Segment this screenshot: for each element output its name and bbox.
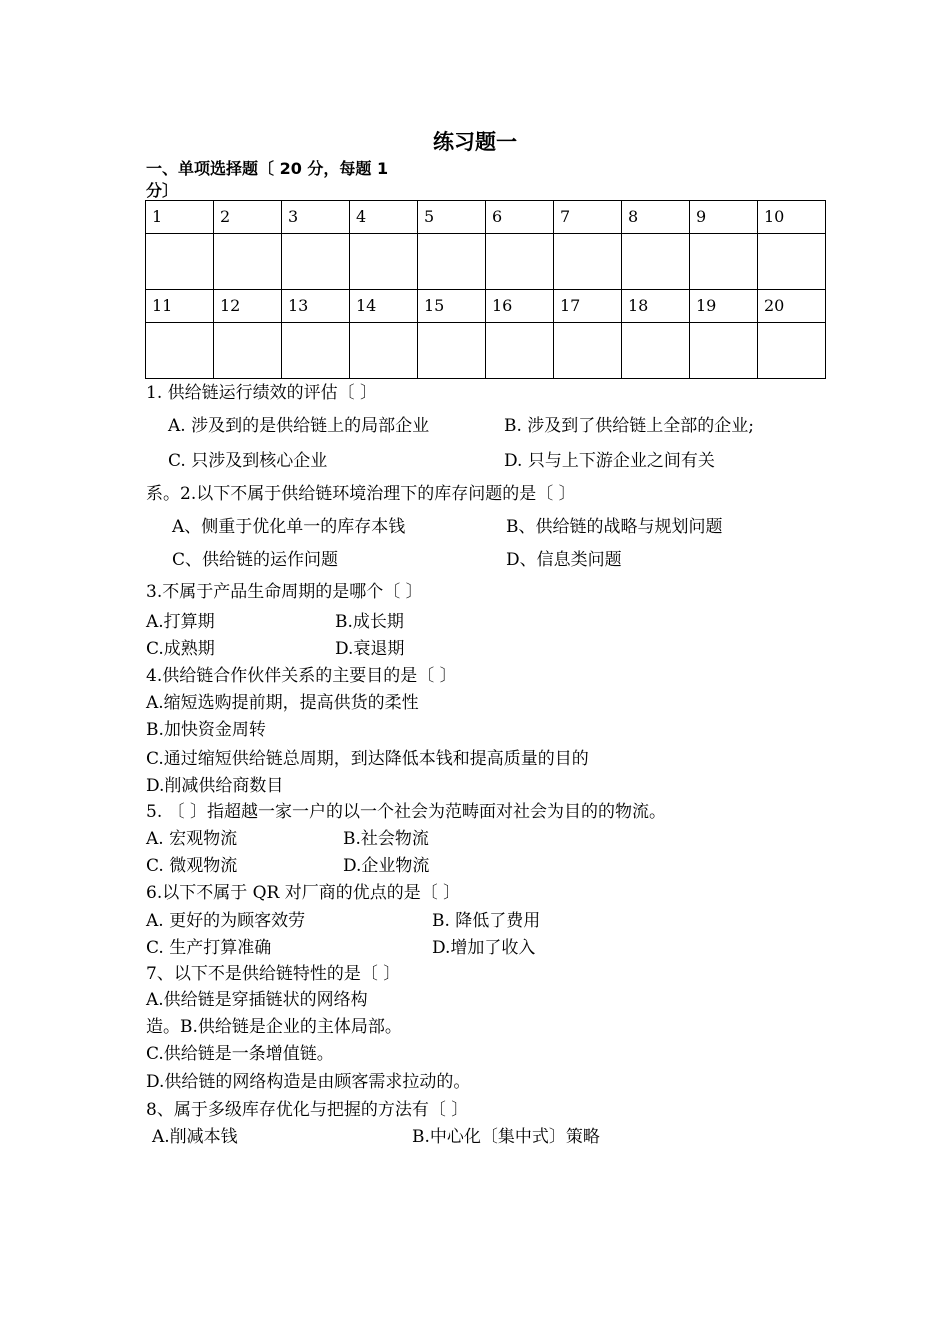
answer-blank-cell[interactable] xyxy=(758,323,826,379)
answer-number-cell: 3 xyxy=(282,201,350,234)
option-1b: B. 涉及到了供给链上全部的企业; xyxy=(504,416,755,436)
answer-number-cell: 9 xyxy=(690,201,758,234)
answer-blank-cell[interactable] xyxy=(146,323,214,379)
option-7a: A.供给链是穿插链状的网络构 xyxy=(146,990,368,1010)
answer-number-cell: 4 xyxy=(350,201,418,234)
option-1d: D. 只与上下游企业之间有关 xyxy=(504,451,715,471)
option-2d: D、信息类问题 xyxy=(506,550,622,570)
answer-blank-cell[interactable] xyxy=(214,234,282,290)
answer-blank-cell[interactable] xyxy=(146,234,214,290)
option-1a: A. 涉及到的是供给链上的局部企业 xyxy=(168,416,430,436)
answer-number-cell: 13 xyxy=(282,290,350,323)
answer-number-cell: 10 xyxy=(758,201,826,234)
option-4d: D.削减供给商数目 xyxy=(146,776,284,796)
answer-number-cell: 7 xyxy=(554,201,622,234)
question-6: 6.以下不属于 QR 对厂商的优点的是〔 〕 xyxy=(146,883,461,903)
option-5b: B.社会物流 xyxy=(343,829,429,849)
option-4a: A.缩短选购提前期，提高供货的柔性 xyxy=(146,693,419,713)
option-7c: C.供给链是一条增值链。 xyxy=(146,1044,334,1064)
option-6d: D.增加了收入 xyxy=(432,938,536,958)
answer-number-cell: 8 xyxy=(622,201,690,234)
option-3c: C.成熟期 xyxy=(146,639,215,659)
option-4c: C.通过缩短供给链总周期，到达降低本钱和提高质量的目的 xyxy=(146,749,589,769)
option-2c: C、供给链的运作问题 xyxy=(172,550,339,570)
answer-blank-cell[interactable] xyxy=(214,323,282,379)
option-5d: D.企业物流 xyxy=(343,856,430,876)
option-7d: D.供给链的网络构造是由顾客需求拉动的。 xyxy=(146,1072,471,1092)
answer-blank-cell[interactable] xyxy=(690,323,758,379)
question-7: 7、以下不是供给链特性的是〔 〕 xyxy=(146,964,401,984)
answer-blank-cell[interactable] xyxy=(350,234,418,290)
answer-blank-cell[interactable] xyxy=(282,234,350,290)
answer-blank-cell[interactable] xyxy=(622,323,690,379)
answer-number-cell: 15 xyxy=(418,290,486,323)
answer-number-cell: 17 xyxy=(554,290,622,323)
option-6c: C. 生产打算准确 xyxy=(146,938,272,958)
answer-table xyxy=(145,200,826,379)
option-6b: B. 降低了费用 xyxy=(432,911,541,931)
option-1c: C. 只涉及到核心企业 xyxy=(168,451,328,471)
answer-blank-row xyxy=(146,234,826,290)
question-1: 1. 供给链运行绩效的评估〔 〕 xyxy=(146,383,378,403)
answer-number-cell: 11 xyxy=(146,290,214,323)
answer-number-cell: 20 xyxy=(758,290,826,323)
question-4: 4.供给链合作伙伴关系的主要目的是〔 〕 xyxy=(146,666,457,686)
section-heading xyxy=(146,158,388,202)
option-2a: A、侧重于优化单一的库存本钱 xyxy=(172,517,406,537)
answer-number-cell: 2 xyxy=(214,201,282,234)
answer-number-cell: 1 xyxy=(146,201,214,234)
answer-number-cell: 14 xyxy=(350,290,418,323)
answer-number-row xyxy=(146,290,826,323)
answer-number-cell: 19 xyxy=(690,290,758,323)
answer-blank-cell[interactable] xyxy=(418,234,486,290)
answer-number-row xyxy=(146,201,826,234)
option-5a: A. 宏观物流 xyxy=(146,829,238,849)
answer-number-cell: 16 xyxy=(486,290,554,323)
answer-blank-cell[interactable] xyxy=(486,323,554,379)
option-3b: B.成长期 xyxy=(335,612,404,632)
option-6a: A. 更好的为顾客效劳 xyxy=(146,911,306,931)
page-title: 练习题一 xyxy=(433,130,517,154)
option-8a: A.削减本钱 xyxy=(152,1127,238,1147)
answer-blank-cell[interactable] xyxy=(418,323,486,379)
answer-blank-cell[interactable] xyxy=(486,234,554,290)
answer-blank-cell[interactable] xyxy=(554,323,622,379)
option-2b: B、供给链的战略与规划问题 xyxy=(506,517,723,537)
option-3d: D.衰退期 xyxy=(335,639,405,659)
question-3: 3.不属于产品生命周期的是哪个〔 〕 xyxy=(146,582,423,602)
answer-blank-cell[interactable] xyxy=(690,234,758,290)
answer-blank-cell[interactable] xyxy=(758,234,826,290)
question-2: 系。2.以下不属于供给链环境治理下的库存问题的是〔 〕 xyxy=(146,484,576,504)
answer-blank-cell[interactable] xyxy=(350,323,418,379)
question-5: 5. 〔 〕指超越一家一户的以一个社会为范畴面对社会为目的的物流。 xyxy=(146,802,667,822)
answer-blank-row xyxy=(146,323,826,379)
option-5c: C. 微观物流 xyxy=(146,856,238,876)
option-4b: B.加快资金周转 xyxy=(146,720,266,740)
option-8b: B.中心化〔集中式〕策略 xyxy=(412,1127,600,1147)
answer-number-cell: 5 xyxy=(418,201,486,234)
answer-number-cell: 12 xyxy=(214,290,282,323)
answer-blank-cell[interactable] xyxy=(554,234,622,290)
answer-number-cell: 6 xyxy=(486,201,554,234)
option-3a: A.打算期 xyxy=(146,612,215,632)
question-8: 8、属于多级库存优化与把握的方法有〔 〕 xyxy=(146,1100,469,1120)
section-heading-line2: 分〕 xyxy=(146,181,179,200)
section-heading-line1: 一、单项选择题〔 20 分，每题 1 xyxy=(146,159,389,178)
answer-number-cell: 18 xyxy=(622,290,690,323)
option-7a-cont: 造。B.供给链是企业的主体局部。 xyxy=(146,1017,402,1037)
answer-blank-cell[interactable] xyxy=(282,323,350,379)
answer-blank-cell[interactable] xyxy=(622,234,690,290)
